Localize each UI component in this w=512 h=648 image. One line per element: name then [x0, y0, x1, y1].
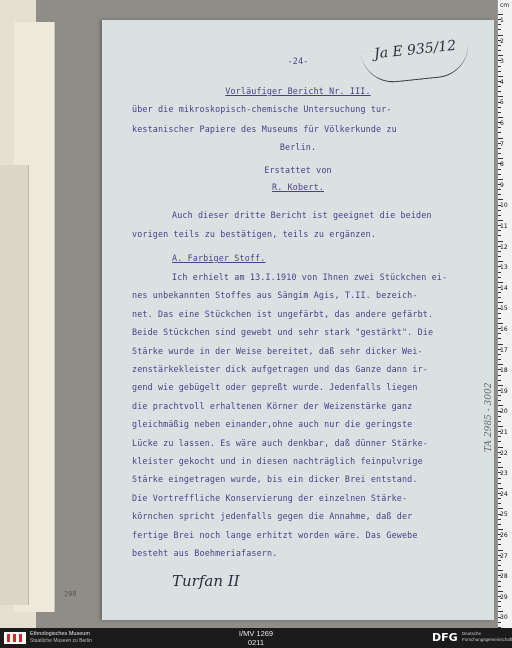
- subtitle-line: Berlin.: [279, 142, 317, 152]
- ruler-tick: [498, 483, 501, 484]
- ruler-tick: [498, 297, 501, 298]
- ruler-tick: [498, 14, 503, 15]
- ruler-tick: [498, 174, 501, 175]
- ruler-tick: [498, 112, 501, 113]
- ruler-mark: 18: [500, 367, 508, 375]
- museum-logo-icon: [4, 632, 26, 644]
- ruler-tick: [498, 416, 501, 417]
- document-page: [102, 20, 494, 620]
- ruler-tick: [498, 581, 501, 582]
- ruler-mark: 6: [500, 120, 504, 127]
- ruler-mark: 14: [500, 284, 508, 292]
- ruler-tick: [498, 199, 503, 200]
- ruler-tick: [498, 235, 501, 236]
- ruler-tick: [498, 478, 501, 479]
- ruler-mark: 29: [500, 593, 508, 601]
- ruler-tick: [498, 256, 501, 257]
- ruler-tick: [498, 436, 501, 437]
- ruler-mark: 8: [500, 161, 504, 169]
- intro-line: vorigen teils zu bestätigen, teils zu ergänzen.: [132, 229, 377, 239]
- ruler-tick: [498, 354, 501, 355]
- ruler-tick: [498, 323, 503, 324]
- ruler-mark: 15: [500, 305, 508, 313]
- body-line: net. Das eine Stückchen ist ungefärbt, das andere gefärbt.: [132, 309, 434, 319]
- ruler-mark: 4: [500, 78, 504, 86]
- org-subtitle: Staatliche Museen zu Berlin: [30, 638, 92, 644]
- ruler-mark: 9: [500, 181, 504, 189]
- byline-intro: Erstattet von: [264, 165, 332, 175]
- ruler-mark: 25: [500, 511, 508, 519]
- ruler-tick: [498, 457, 501, 458]
- ruler-tick: [498, 86, 501, 87]
- ruler-mark: 5: [500, 99, 504, 107]
- ruler-mark: 20: [500, 408, 508, 416]
- ruler-tick: [498, 462, 501, 463]
- ruler-tick: [498, 76, 503, 77]
- ruler-tick: [498, 91, 501, 92]
- ruler-mark: 2: [500, 37, 504, 45]
- ruler-tick: [498, 241, 503, 242]
- funder-line: Deutsche: [462, 631, 482, 636]
- ruler-tick: [498, 380, 501, 381]
- ruler-tick: [498, 375, 501, 376]
- ruler-tick: [498, 35, 503, 36]
- ruler-mark: 26: [500, 532, 508, 539]
- ruler-mark: 21: [500, 429, 508, 436]
- body-line: Stärke eingetragen wurde, bis ein dicker Brei entstand.: [132, 474, 418, 484]
- dfg-logo: DFG: [432, 631, 458, 644]
- ruler-tick: [498, 539, 501, 540]
- ruler-tick: [498, 50, 501, 51]
- intro-line: Auch dieser dritte Bericht ist geeignet die beiden: [172, 210, 432, 220]
- ruler-tick: [498, 524, 501, 525]
- ruler-tick: [498, 400, 501, 401]
- ruler-tick: [498, 519, 501, 520]
- body-line: Die Vortreffliche Konservierung der einzelnen Stärke-: [132, 493, 408, 503]
- ruler-mark: 28: [500, 573, 508, 581]
- page-marker: -24-: [287, 56, 309, 66]
- body-line: gleichmäßig neben einander,ohne auch nur die geringste: [132, 419, 413, 429]
- ruler-tick: [498, 158, 503, 159]
- body-line: zenstärkekleister dick aufgetragen und das Ganze dann ir-: [132, 364, 428, 374]
- subtitle-line: über die mikroskopisch-chemische Untersuchung tur-: [132, 104, 392, 114]
- body-line: besteht aus Boehmeriafasern.: [132, 548, 278, 558]
- ruler-tick: [498, 333, 501, 334]
- ruler-tick: [498, 179, 503, 180]
- body-line: fertige Brei noch lange erhitzt worden wäre. Das Gewebe: [132, 530, 418, 540]
- ruler-tick: [498, 601, 501, 602]
- body-line: nes unbekannten Stoffes aus Sängim Agis, T.II. bezeich-: [132, 290, 418, 300]
- ruler-tick: [498, 71, 501, 72]
- ruler-tick: [498, 215, 501, 216]
- footer-bar: [0, 628, 512, 648]
- ruler-tick: [498, 292, 501, 293]
- handwritten-footer: Turfan II: [172, 572, 240, 590]
- ruler-tick: [498, 45, 501, 46]
- body-line: Lücke zu lassen. Es wäre auch denkbar, daß dünner Stärke-: [132, 438, 428, 448]
- record-id: I/MV 1269: [238, 629, 274, 638]
- report-title: Vorläufiger Bericht Nr. III.: [225, 86, 371, 96]
- body-line: Stärke wurde in der Weise bereitet, daß sehr dicker Wei-: [132, 346, 423, 356]
- body-line: gend wie gebügelt oder gepreßt wurde. Jedenfalls liegen: [132, 382, 418, 392]
- ruler-tick: [498, 272, 501, 273]
- ruler-tick: [498, 447, 503, 448]
- ruler-tick: [498, 385, 503, 386]
- ruler-tick: [498, 570, 503, 571]
- ruler-mark: 27: [500, 552, 508, 560]
- ruler-tick: [498, 606, 501, 607]
- ruler-mark: 1: [500, 17, 504, 24]
- ruler-tick: [498, 29, 501, 30]
- ruler-tick: [498, 622, 501, 623]
- ruler-mark: 11: [500, 223, 508, 230]
- body-line: die prachtvoll erhaltenen Körner der Weizenstärke ganz: [132, 401, 413, 411]
- ruler-mark: 16: [500, 326, 508, 333]
- ruler-tick: [498, 96, 503, 97]
- ruler-mark: 30: [500, 614, 508, 622]
- ruler-tick: [498, 251, 501, 252]
- body-line: Beide Stückchen sind gewebt und sehr stark "gestärkt". Die: [132, 327, 434, 337]
- ruler-tick: [498, 550, 503, 551]
- ruler-tick: [498, 318, 501, 319]
- ruler-mark: 12: [500, 243, 508, 251]
- ruler-tick: [498, 66, 501, 67]
- ruler-tick: [498, 586, 501, 587]
- ruler-mark: 22: [500, 449, 508, 457]
- ruler-mark: 17: [500, 346, 508, 354]
- ruler-tick: [498, 107, 501, 108]
- ruler-tick: [498, 313, 501, 314]
- ruler-tick: [498, 591, 503, 592]
- ruler-tick: [498, 503, 501, 504]
- measurement-ruler: [497, 0, 512, 628]
- ruler-tick: [498, 302, 503, 303]
- ruler-tick: [498, 338, 501, 339]
- ruler-mark: 13: [500, 264, 508, 272]
- ruler-tick: [498, 230, 501, 231]
- ruler-tick: [498, 127, 501, 128]
- ruler-tick: [498, 560, 501, 561]
- ruler-tick: [498, 189, 501, 190]
- margin-note: TA 2985 - 3002: [484, 382, 494, 452]
- ruler-tick: [498, 611, 503, 612]
- ruler-tick: [498, 441, 501, 442]
- ruler-tick: [498, 169, 501, 170]
- ruler-tick: [498, 544, 501, 545]
- ruler-tick: [498, 138, 503, 139]
- ruler-tick: [498, 488, 503, 489]
- author-name: R. Kobert.: [272, 182, 324, 192]
- ruler-tick: [498, 132, 501, 133]
- ruler-tick: [498, 148, 501, 149]
- body-line: körnchen spricht jedenfalls gegen die Annahme, daß der: [132, 511, 413, 521]
- ruler-tick: [498, 565, 501, 566]
- ruler-tick: [498, 153, 501, 154]
- ruler-tick: [498, 467, 503, 468]
- ruler-tick: [498, 426, 503, 427]
- ruler-tick: [498, 220, 503, 221]
- ruler-mark: 19: [500, 387, 508, 395]
- ruler-tick: [498, 344, 503, 345]
- ruler-mark: 24: [500, 490, 508, 498]
- ruler-tick: [498, 24, 501, 25]
- ruler-mark: 7: [500, 140, 504, 148]
- ruler-tick: [498, 529, 503, 530]
- ruler-mark: 3: [500, 58, 504, 66]
- ruler-tick: [498, 282, 503, 283]
- page-number: 0211: [247, 638, 265, 647]
- ruler-tick: [498, 210, 501, 211]
- section-heading: A. Farbiger Stoff.: [172, 253, 266, 263]
- ruler-mark: 23: [500, 470, 508, 478]
- ruler-mark: 10: [500, 202, 508, 210]
- org-name: Ethnologisches Museum: [30, 631, 90, 637]
- ruler-unit: cm: [500, 2, 510, 9]
- ruler-tick: [498, 498, 501, 499]
- ruler-tick: [498, 421, 501, 422]
- ruler-tick: [498, 364, 503, 365]
- ruler-tick: [498, 395, 501, 396]
- ruler-tick: [498, 277, 501, 278]
- stack-number: 208: [63, 589, 77, 599]
- handwritten-reference: Ja E 935/12: [373, 37, 457, 63]
- paper-stack-front: [0, 165, 29, 605]
- ruler-tick: [498, 55, 503, 56]
- ruler-tick: [498, 405, 503, 406]
- ruler-tick: [498, 359, 501, 360]
- subtitle-line: kestanischer Papiere des Museums für Völkerkunde zu: [132, 124, 397, 134]
- ruler-tick: [498, 508, 503, 509]
- body-line: kleister gekocht und in diesen nachträglich feinpulvrige: [132, 456, 423, 466]
- ruler-tick: [498, 194, 501, 195]
- body-line: Ich erhielt am 13.I.1910 von Ihnen zwei Stückchen ei-: [172, 272, 448, 282]
- ruler-tick: [498, 117, 503, 118]
- funder-line: Forschungsgemeinschaft: [462, 637, 512, 642]
- ruler-tick: [498, 261, 503, 262]
